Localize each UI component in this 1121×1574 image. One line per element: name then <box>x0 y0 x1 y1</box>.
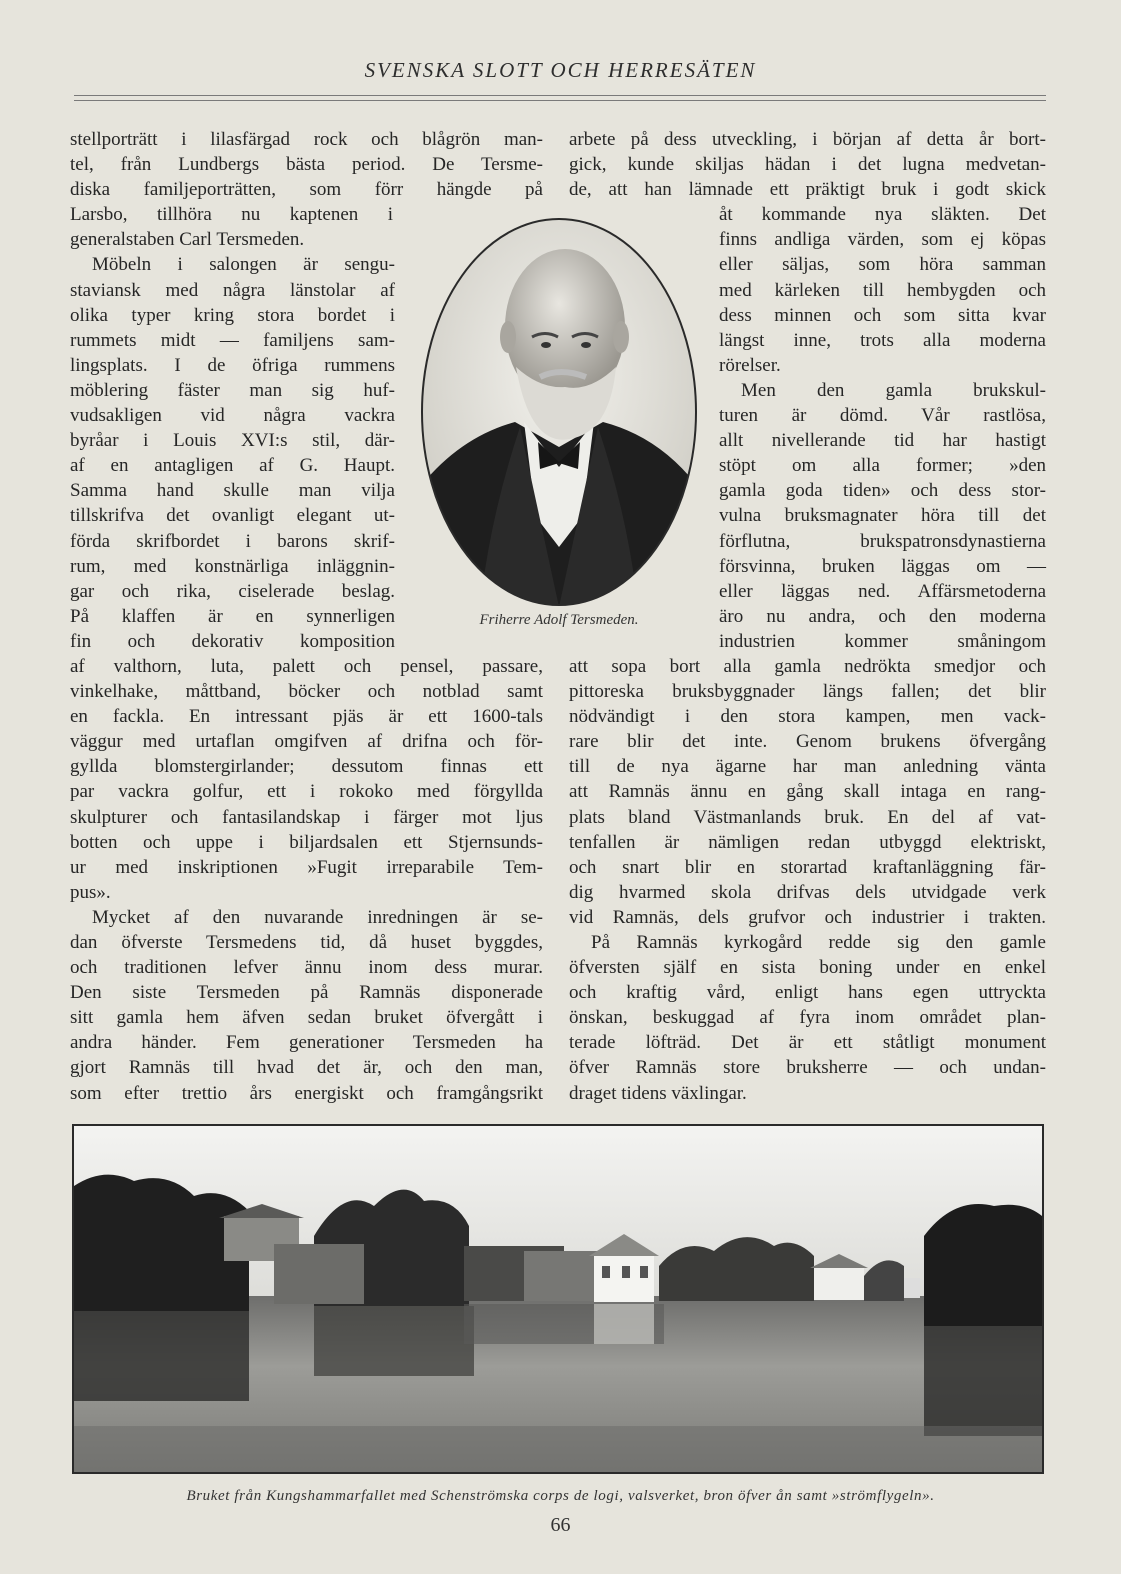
text-line: Larsbo, tillhöra nu kaptenen i <box>70 204 393 226</box>
text-line: industrien kommer småningom <box>719 630 1046 652</box>
text-line: pittoreska bruksbyggnader längs fallen; det blir <box>569 681 1046 703</box>
text-line: nödvändigt i den stora kampen, men vack- <box>569 706 1046 728</box>
text-line: generalstaben Carl Tersmeden. <box>70 229 305 251</box>
text-line: allt nivellerande tid har hastigt <box>719 430 1046 452</box>
running-header: SVENSKA SLOTT OCH HERRESÄTEN <box>364 58 757 82</box>
text-line: turen är dömd. Vår rastlösa, <box>719 405 1046 427</box>
text-line: väggur med urtaflan omgifven af drifna och för- <box>70 731 543 753</box>
text-line: äro nu andra, och den moderna <box>719 605 1046 627</box>
header-rule-top <box>74 95 1046 96</box>
text-line: försvinna, bruken läggas om — <box>719 555 1046 577</box>
text-line: de, att han lämnade ett präktigt bruk i godt skick <box>569 179 1046 201</box>
text-line: gamla goda tiden» och dess stor- <box>719 480 1046 502</box>
text-line: finns andliga värden, som ej köpas <box>719 229 1046 251</box>
text-line: dess minnen och som sitta kvar <box>719 304 1046 326</box>
text-line: längst inne, trots alla moderna <box>719 329 1046 351</box>
text-line: På klaffen är en synnerligen <box>70 605 395 627</box>
text-line: terade löfträd. Det är ett ståtligt monument <box>569 1032 1046 1054</box>
landscape-photo-image <box>74 1126 1042 1472</box>
text-line: önskan, beskuggad af fyra inom området plan- <box>569 1007 1046 1029</box>
text-line: dan öfverste Tersmedens tid, då huset byggdes, <box>70 932 543 953</box>
text-line: Möbeln i salongen är sengu- <box>92 254 395 276</box>
text-line: vinkelhake, måttband, böcker och notblad samt <box>70 681 543 703</box>
text-line: åt kommande nya släkten. Det <box>719 204 1046 226</box>
text-line: gjort Ramnäs till hvad det är, och den man, <box>70 1057 543 1079</box>
text-line: att Ramnäs ännu en gång skall intaga en rang- <box>569 781 1046 803</box>
text-line: diska familjeporträtten, som förr hängde på <box>70 179 543 201</box>
text-line: Men den gamla brukskul- <box>741 379 1046 401</box>
text-line: öfver Ramnäs store bruksherre — och undan- <box>569 1057 1046 1079</box>
page-number: 66 <box>550 1514 571 1536</box>
text-line: sitt gamla hem äfven sedan bruket öfvergått i <box>70 1007 543 1029</box>
text-line: botten och uppe i biljardsalen ett Stjernsunds- <box>70 831 543 853</box>
text-line: stellporträtt i lilasfärgad rock och blågrön man- <box>70 129 543 150</box>
header-rule-bottom <box>74 100 1046 101</box>
text-line: tel, från Lundbergs bästa period. De Tersme- <box>70 154 543 176</box>
text-line: pus». <box>70 881 111 903</box>
text-line: af en antagligen af G. Haupt. <box>70 455 395 477</box>
text-line: vulna bruksmagnater höra till det <box>719 505 1046 527</box>
landscape-photo <box>72 1124 1044 1474</box>
text-line: gyllda blomstergirlander; dessutom finnas ett <box>70 756 543 778</box>
text-line: och traditionen lefver ännu inom dess murar. <box>70 957 543 979</box>
text-line: rum, med konstnärliga inläggnin- <box>70 555 395 577</box>
text-line: tenfallen är nämligen redan utbyggd elektriskt, <box>569 831 1046 853</box>
text-line: vudsakligen vid några vackra <box>70 405 395 427</box>
text-line: Den siste Tersmeden på Ramnäs disponerade <box>70 982 543 1004</box>
text-line: tillskrifva det ovanligt elegant ut- <box>70 505 395 527</box>
text-line: skulpturer och fantasilandskap i färger mot ljus <box>70 806 543 828</box>
text-line: öfversten själf en sista boning under en enkel <box>569 957 1046 979</box>
text-line: af valthorn, luta, palett och pensel, passare, <box>70 655 543 677</box>
text-line: ur med inskriptionen »Fugit irreparabile Tem- <box>70 856 543 878</box>
text-line: fin och dekorativ komposition <box>70 630 395 652</box>
text-line: möblering fäster man sig huf- <box>70 379 395 401</box>
text-line: rummets midt — familjens sam- <box>70 329 395 351</box>
text-line: att sopa bort alla gamla nedrökta smedjor och <box>569 655 1046 677</box>
text-line: förda skrifbordet i barons skrif- <box>70 530 395 552</box>
text-line: plats bland Västmanlands bruk. En del af vat- <box>569 806 1046 828</box>
text-line: och snart blir en storartad kraftanläggning fär- <box>569 856 1046 878</box>
text-line: gar och rika, ciselerade beslag. <box>70 580 395 602</box>
text-line: med kärleken till hembygden och <box>719 279 1046 301</box>
text-line: par vackra golfur, ett i rokoko med förgyllda <box>70 781 543 803</box>
text-line: rare blir det inte. Genom brukens öfvergång <box>569 731 1046 753</box>
text-line: Samma hand skulle man vilja <box>70 480 395 502</box>
text-line: lingsplats. I de öfriga rummens <box>70 354 395 376</box>
text-line: stöpt om alla former; »den <box>719 455 1046 477</box>
text-line: Mycket af den nuvarande inredningen är se- <box>92 906 543 928</box>
text-line: eller säljas, som höra samman <box>719 254 1046 276</box>
text-line: förflutna, brukspatronsdynastierna <box>719 530 1046 552</box>
photo-caption: Bruket från Kungshammarfallet med Schenströmska corps de logi, valsverket, bron öfver ån samt »strömflygeln». <box>186 1488 935 1504</box>
text-line: som efter trettio års energiskt och framgångsrikt <box>70 1082 543 1104</box>
text-line: rörelser. <box>719 354 781 376</box>
text-line: arbete på dess utveckling, i början af detta år bort- <box>569 129 1046 150</box>
text-line: vid Ramnäs, dels grufvor och industrier i trakten. <box>569 906 1046 928</box>
text-line: eller läggas ned. Affärsmetoderna <box>719 580 1046 602</box>
text-line: olika typer kring stora bordet i <box>70 304 395 326</box>
text-line: gick, kunde skiljas hädan i det lugna medvetan- <box>569 154 1046 176</box>
text-line: dig hvarmed skola drifvas dels utvidgade verk <box>569 881 1046 903</box>
text-line: byråar i Louis XVI:s stil, där- <box>70 430 395 452</box>
text-line: staviansk med några länstolar af <box>70 279 395 301</box>
portrait-caption: Friherre Adolf Tersmeden. <box>479 612 639 628</box>
text-line: draget tidens växlingar. <box>569 1082 747 1104</box>
text-line: andra händer. Fem generationer Tersmeden ha <box>70 1032 543 1054</box>
text-line: en fackla. En intressant pjäs är ett 1600-tals <box>70 706 543 728</box>
text-line: På Ramnäs kyrkogård redde sig den gamle <box>591 932 1046 953</box>
text-line: till de nya ägarne har man anledning vänta <box>569 756 1046 778</box>
portrait-photo <box>420 217 698 607</box>
text-line: och kraftig vård, enligt hans egen uttryckta <box>569 982 1046 1004</box>
